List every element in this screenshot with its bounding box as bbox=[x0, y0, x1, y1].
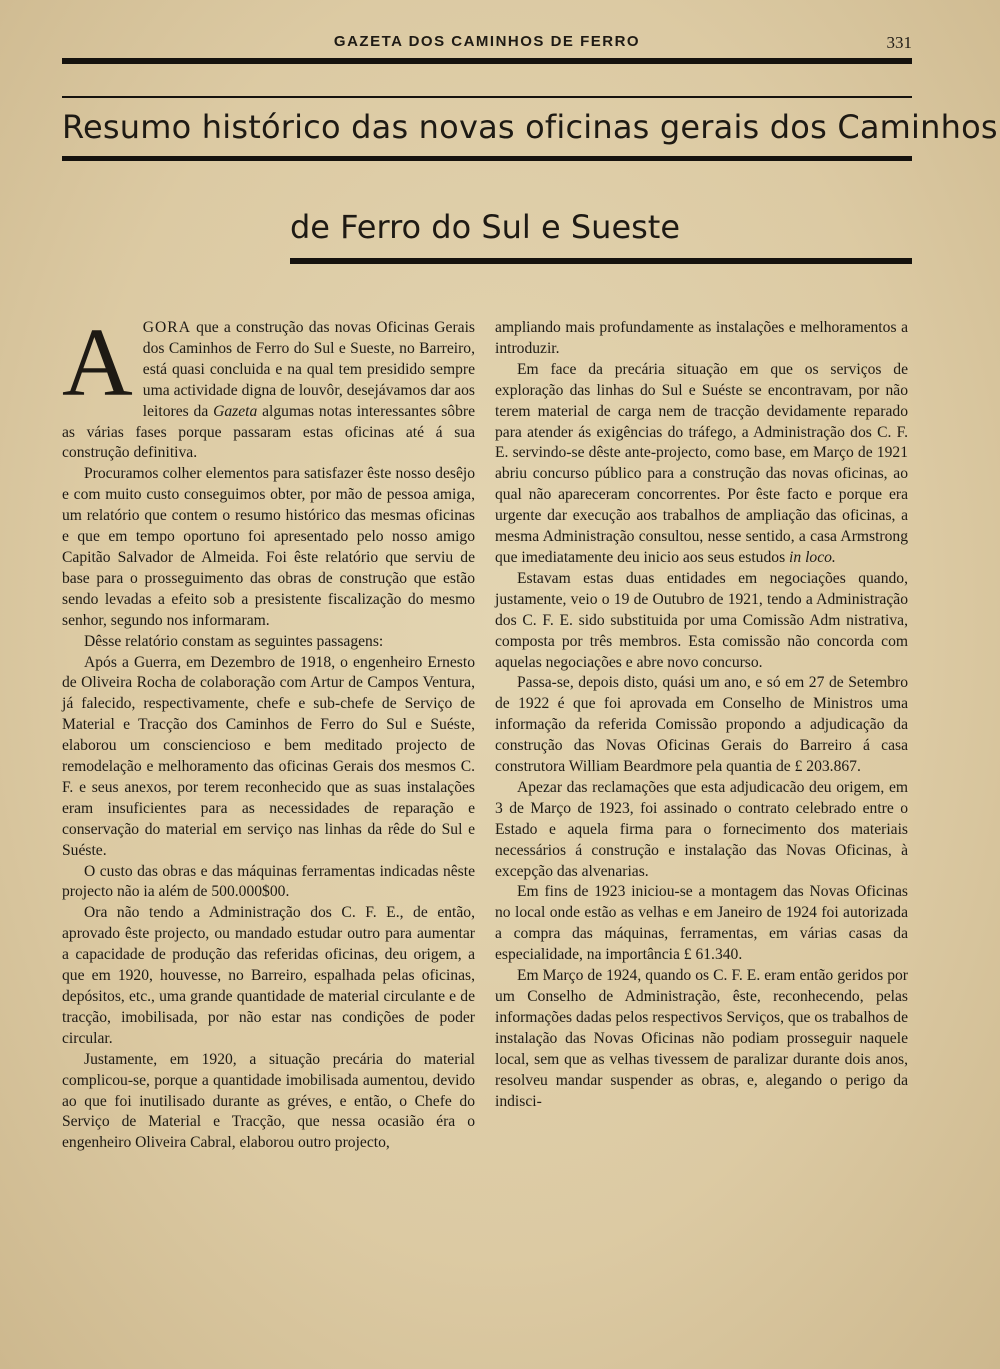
paragraph: Em Março de 1924, quando os C. F. E. eram então geridos por um Conselho de Administração, êste, reconhecendo, pelas informações dadas pelos respectivos Serviços, que os trabalhos de instalação das Novas Oficinas não podiam prosseguir naquele local, sem que as velhas tivessem de paralizar durante dois anos, resolveu mandar suspender as obras, e, alegando o perigo da indisci- bbox=[495, 967, 908, 1110]
paragraph bbox=[62, 309, 475, 464]
article-title-line-1: Resumo histórico das novas oficinas gerais dos Caminhos bbox=[62, 108, 998, 146]
paragraph-text: Em face da precária situação em que os serviços de exploração das linhas do Sul e Suéste se encontravam, por não terem material de carga nem de tracção devidamente reparado para atender ás exigências do tráfego, a Administração dos C. F. E. servindo-se dêste ante-projecto, como base, em Março de 1921 abriu concurso público para a construção das novas oficinas, ao qual não apareceram concorrentes. Por êste facto e porque era urgente dar execução aos trabalhos de ampliação das oficinas, a mesma Administração consultou, nesse sentido, a casa Armstrong que imediatamente deu inicio aos seus estudos bbox=[495, 360, 908, 566]
paragraph: Justamente, em 1920, a situação precária do material complicou-se, porque a quantidade imobilisada aumentou, devido ao que foi inutilisado durante as gréves, e então, o Chefe do Serviço de Material e Tracção, que nessa ocasião éra o engenheiro Oliveira Cabral, elaborou outro projecto, bbox=[62, 1050, 475, 1152]
running-header bbox=[62, 33, 912, 55]
paragraph: Estavam estas duas entidades em negociações quando, justamente, veio o 19 de Outubro de 1921, tendo a Administração dos C. F. E. sido substituida por uma Comissão Adm nistrativa, composta por três membros. Esta comissão não concorda com aquelas negociações e abre novo concurso. bbox=[495, 569, 908, 671]
paragraph: ampliando mais profundamente as instalações e melhoramentos a introduzir. bbox=[495, 319, 908, 357]
title-top-rule bbox=[62, 96, 912, 98]
gazeta-italic: Gazeta bbox=[213, 402, 258, 420]
article-title-line-2: de Ferro do Sul e Sueste bbox=[289, 208, 681, 246]
paragraph bbox=[495, 360, 908, 569]
paragraph: Passa-se, depois disto, quási um ano, e só em 27 de Setembro de 1922 é que foi aprovada em Conselho de Ministros uma informação da referida Comissão propondo a adjudicação da construção das Novas Oficinas Gerais do Barreiro á casa construtora William Beardmore pela quantia de £ 203.867. bbox=[495, 674, 908, 776]
header-rule bbox=[62, 58, 912, 64]
first-word: GORA bbox=[142, 319, 191, 336]
title-bottom-rule bbox=[290, 258, 912, 264]
column-left bbox=[62, 309, 475, 1154]
column-right bbox=[495, 318, 908, 1112]
paragraph: Ora não tendo a Administração dos C. F. E., de então, aprovado êste projecto, ou mandado estudar outro para aumentar a capacidade de produção das referidas oficinas, deu origem, a que em 1920, houvesse, no Barreiro, espalhada pelas oficinas, depósitos, etc., uma grande quantidade de material circulante e de tracção, imobilisada, por não estar nas condições de poder circular. bbox=[62, 904, 475, 1047]
paragraph-text: que a construção das novas Oficinas Gerais dos Caminhos de Ferro do Sul e Sueste, no Barreiro, está quasi concluida e na qual tem presidido sempre uma actividade digna de louvôr, desejávamos dar aos leitores da bbox=[142, 319, 475, 420]
paragraph: O custo das obras e das máquinas ferramentas indicadas nêste projecto não ia além de 500.000$00. bbox=[62, 862, 475, 901]
paragraph-text: algumas notas interessantes sôbre as várias fases porque passaram estas oficinas até á sua construção definitiva. bbox=[62, 402, 475, 462]
paragraph: Procuramos colher elementos para satisfazer êste nosso desêjo e com muito custo conseguimos obter, por mão de pessoa amiga, um relatório que contem o resumo histórico das mesmas oficinas e que em tempo oportuno foi apresentado pelo nosso amigo Capitão Salvador de Almeida. Foi êste relatório que serviu de base para o prosseguimento das obras de construção que estão sendo levadas a efeito sob a presistente fiscalização do mesmo senhor, segundo nos informaram. bbox=[62, 465, 475, 629]
drop-cap: A bbox=[62, 309, 133, 417]
in-loco-italic: in loco. bbox=[789, 548, 836, 566]
paragraph: Após a Guerra, em Dezembro de 1918, o engenheiro Ernesto de Oliveira Rocha de colaboração com Artur de Campos Ventura, já falecido, respectivamente, chefe e sub-chefe de Serviço de Material e Tracção dos Caminhos de Ferro do Sul e Suéste, elaborou um consciencioso e bem meditado projecto de remodelação e melhoramento das oficinas Gerais dos mesmos C. F. e seus anexos, por terem reconhecido que as suas instalações eram insuficientes para as necessidades de reparação e conservação do material em serviço nas linhas da rêde do Sul e Suéste. bbox=[62, 653, 475, 859]
paragraph: Em fins de 1923 iniciou-se a montagem das Novas Oficinas no local onde estão as velhas e em Janeiro de 1924 foi autorizada a compra das máquinas, ferramentas, em várias casas da especialidade, na importância £ 61.340. bbox=[495, 883, 908, 964]
journal-title: GAZETA DOS CAMINHOS DE FERRO bbox=[333, 33, 641, 50]
title-middle-rule bbox=[62, 156, 912, 161]
page-number: 331 bbox=[886, 33, 912, 52]
paragraph: Apezar das reclamações que esta adjudicacão deu origem, em 3 de Março de 1923, foi assinado o contrato celebrado entre o Estado e aquela firma para o fornecimento dos materiais necessários á construção e instalação das Novas Oficinas, à excepção das alvenarias. bbox=[495, 778, 908, 880]
paragraph: Dêsse relatório constam as seguintes passagens: bbox=[84, 632, 384, 650]
